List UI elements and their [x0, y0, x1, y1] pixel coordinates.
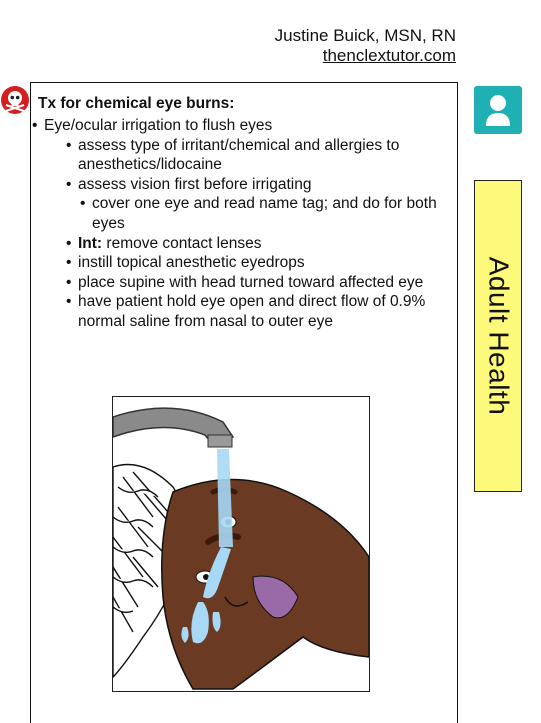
- sub-sub-item-text: cover one eye and read name tag; and do for both eyes: [92, 195, 437, 232]
- sub-sub-list: [78, 194, 452, 233]
- person-icon-box: [474, 86, 522, 134]
- main-bullet-text: Eye/ocular irrigation to flush eyes: [44, 117, 273, 134]
- list-item: [66, 136, 452, 175]
- list-item: [66, 273, 452, 293]
- section-title: Tx for chemical eye burns:: [38, 95, 235, 112]
- eye-irrigation-image: [113, 397, 369, 691]
- skull-crossbones-icon: [0, 85, 30, 115]
- sub-item-text: instill topical anesthetic eyedrops: [78, 254, 305, 272]
- sub-list: [44, 136, 452, 332]
- sub-item-text: place supine with head turned toward affected eye: [78, 273, 424, 291]
- author-name: Justine Buick, MSN, RN: [274, 26, 456, 45]
- person-icon: [474, 86, 522, 134]
- list-item: [66, 253, 452, 273]
- author-block: [275, 26, 456, 66]
- sub-item-text: assess vision first before irrigating: [78, 175, 312, 193]
- treatment-list: [32, 116, 452, 332]
- sub-item-text: have patient hold eye open and direct flow of 0.9% normal saline from nasal to outer eye: [78, 293, 426, 330]
- list-item: [32, 116, 452, 332]
- category-tab-label: Adult Health: [483, 256, 515, 416]
- eye-irrigation-illustration: [112, 396, 370, 692]
- list-item: [80, 194, 452, 233]
- int-label: Int:: [78, 234, 103, 252]
- list-item: [66, 292, 452, 331]
- sub-item-text: remove contact lenses: [102, 234, 262, 252]
- list-item: [66, 175, 452, 234]
- sub-item-text: assess type of irritant/chemical and allergies to anesthetics/lidocaine: [78, 136, 400, 174]
- category-tab[interactable]: [474, 180, 522, 492]
- list-item: [66, 234, 452, 254]
- site-link[interactable]: thenclextutor.com: [322, 46, 456, 65]
